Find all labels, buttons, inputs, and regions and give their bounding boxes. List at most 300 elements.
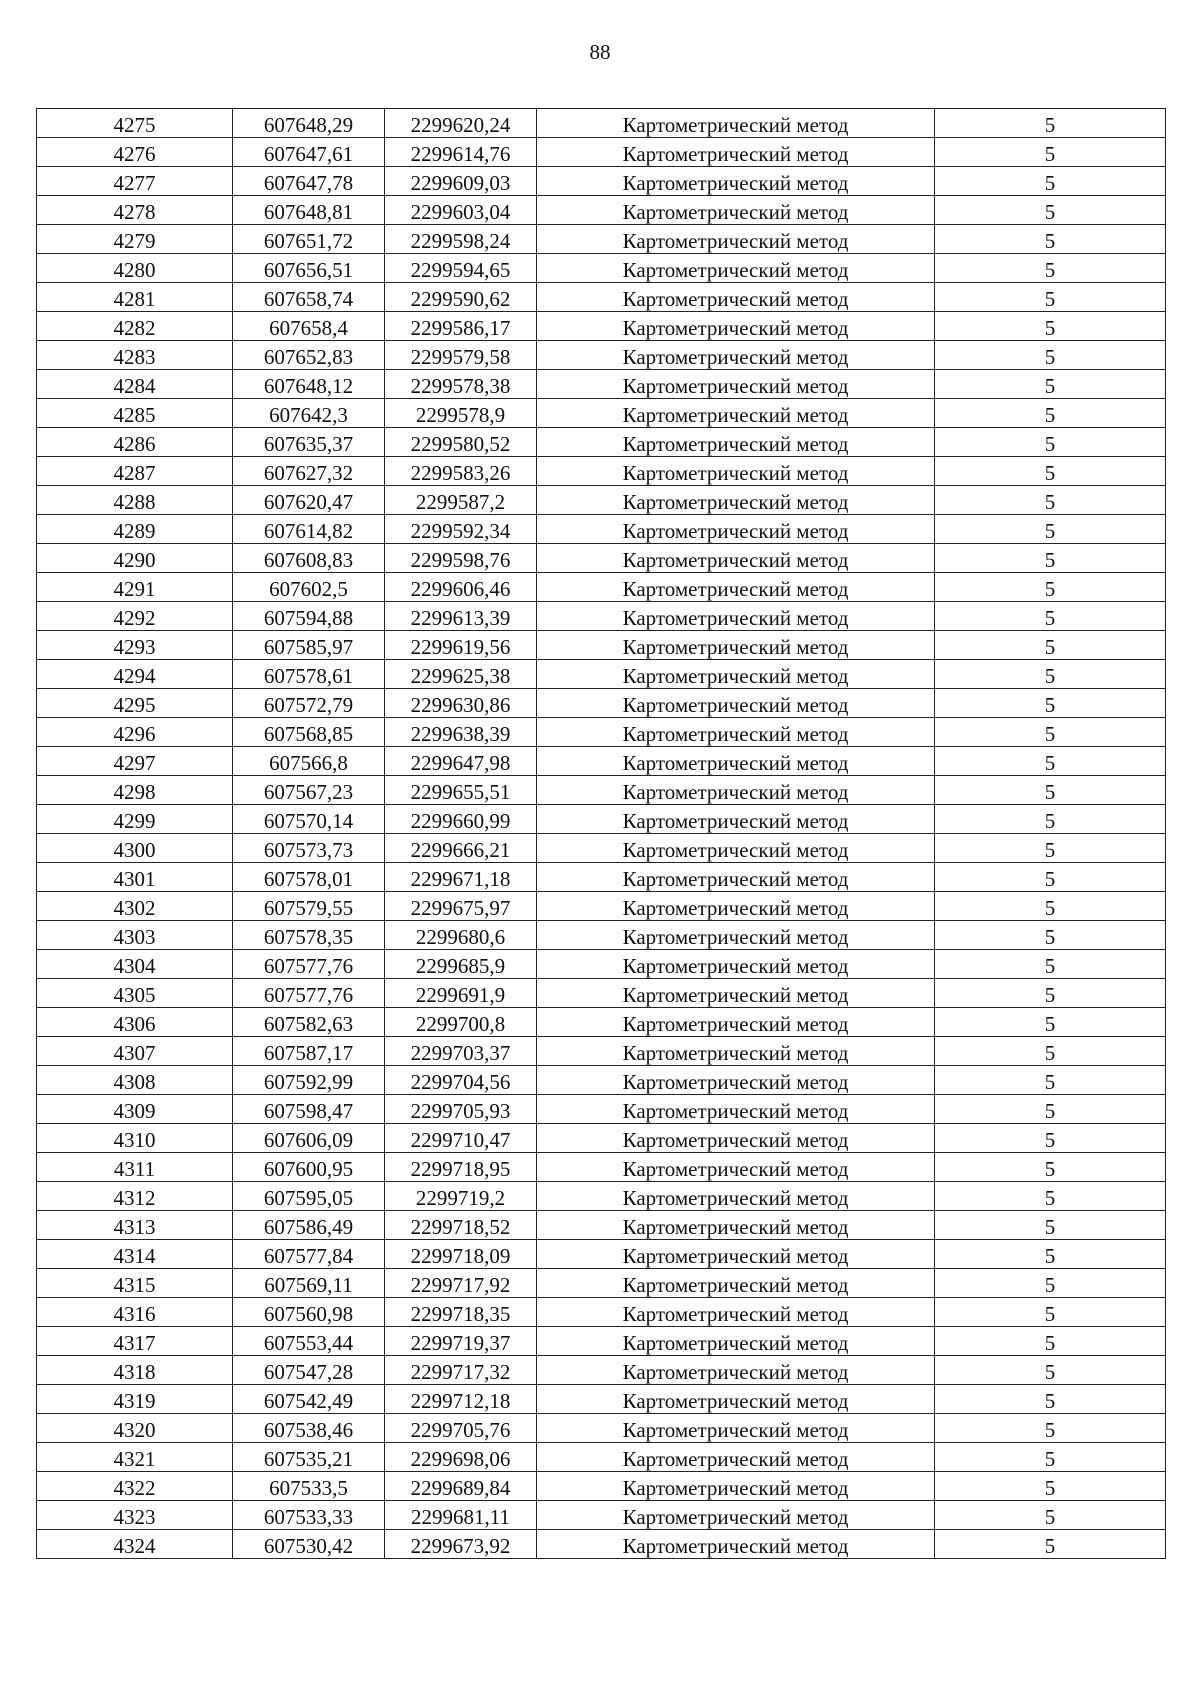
table-row (37, 1153, 1166, 1182)
y-coordinate-cell: 2299619,56 (385, 631, 537, 660)
method-cell: Картометрический метод (537, 689, 935, 718)
accuracy-cell: 5 (935, 892, 1166, 921)
table-row (37, 167, 1166, 196)
y-coordinate-cell: 2299613,39 (385, 602, 537, 631)
y-coordinate-cell: 2299718,52 (385, 1211, 537, 1240)
method-cell: Картометрический метод (537, 747, 935, 776)
y-coordinate-cell: 2299660,99 (385, 805, 537, 834)
point-number-cell: 4302 (37, 892, 233, 921)
point-number-cell: 4291 (37, 573, 233, 602)
table-row (37, 457, 1166, 486)
accuracy-cell: 5 (935, 1443, 1166, 1472)
y-coordinate-cell: 2299598,24 (385, 225, 537, 254)
accuracy-cell: 5 (935, 1530, 1166, 1559)
point-number-cell: 4322 (37, 1472, 233, 1501)
table-row (37, 341, 1166, 370)
y-coordinate-cell: 2299666,21 (385, 834, 537, 863)
method-cell: Картометрический метод (537, 312, 935, 341)
method-cell: Картометрический метод (537, 776, 935, 805)
method-cell: Картометрический метод (537, 1037, 935, 1066)
table-row (37, 1037, 1166, 1066)
point-number-cell: 4281 (37, 283, 233, 312)
y-coordinate-cell: 2299606,46 (385, 573, 537, 602)
table-row (37, 1008, 1166, 1037)
table-row (37, 254, 1166, 283)
x-coordinate-cell: 607577,76 (233, 979, 385, 1008)
y-coordinate-cell: 2299579,58 (385, 341, 537, 370)
point-number-cell: 4297 (37, 747, 233, 776)
point-number-cell: 4312 (37, 1182, 233, 1211)
x-coordinate-cell: 607614,82 (233, 515, 385, 544)
method-cell: Картометрический метод (537, 486, 935, 515)
table-row (37, 892, 1166, 921)
accuracy-cell: 5 (935, 544, 1166, 573)
coordinates-table-body (37, 109, 1166, 1559)
table-row (37, 573, 1166, 602)
accuracy-cell: 5 (935, 979, 1166, 1008)
point-number-cell: 4282 (37, 312, 233, 341)
method-cell: Картометрический метод (537, 1443, 935, 1472)
method-cell: Картометрический метод (537, 196, 935, 225)
x-coordinate-cell: 607592,99 (233, 1066, 385, 1095)
point-number-cell: 4304 (37, 950, 233, 979)
accuracy-cell: 5 (935, 167, 1166, 196)
x-coordinate-cell: 607578,01 (233, 863, 385, 892)
x-coordinate-cell: 607647,78 (233, 167, 385, 196)
accuracy-cell: 5 (935, 457, 1166, 486)
point-number-cell: 4289 (37, 515, 233, 544)
x-coordinate-cell: 607573,73 (233, 834, 385, 863)
table-row (37, 1211, 1166, 1240)
method-cell: Картометрический метод (537, 573, 935, 602)
table-row (37, 747, 1166, 776)
accuracy-cell: 5 (935, 1182, 1166, 1211)
point-number-cell: 4292 (37, 602, 233, 631)
method-cell: Картометрический метод (537, 1530, 935, 1559)
method-cell: Картометрический метод (537, 1211, 935, 1240)
y-coordinate-cell: 2299700,8 (385, 1008, 537, 1037)
point-number-cell: 4277 (37, 167, 233, 196)
x-coordinate-cell: 607586,49 (233, 1211, 385, 1240)
x-coordinate-cell: 607627,32 (233, 457, 385, 486)
accuracy-cell: 5 (935, 863, 1166, 892)
x-coordinate-cell: 607656,51 (233, 254, 385, 283)
x-coordinate-cell: 607533,33 (233, 1501, 385, 1530)
x-coordinate-cell: 607658,74 (233, 283, 385, 312)
y-coordinate-cell: 2299590,62 (385, 283, 537, 312)
y-coordinate-cell: 2299704,56 (385, 1066, 537, 1095)
table-row (37, 979, 1166, 1008)
table-row (37, 1124, 1166, 1153)
method-cell: Картометрический метод (537, 225, 935, 254)
accuracy-cell: 5 (935, 109, 1166, 138)
point-number-cell: 4290 (37, 544, 233, 573)
point-number-cell: 4284 (37, 370, 233, 399)
method-cell: Картометрический метод (537, 1385, 935, 1414)
accuracy-cell: 5 (935, 1356, 1166, 1385)
accuracy-cell: 5 (935, 515, 1166, 544)
point-number-cell: 4285 (37, 399, 233, 428)
x-coordinate-cell: 607648,81 (233, 196, 385, 225)
y-coordinate-cell: 2299578,9 (385, 399, 537, 428)
table-row (37, 225, 1166, 254)
table-row (37, 689, 1166, 718)
x-coordinate-cell: 607647,61 (233, 138, 385, 167)
accuracy-cell: 5 (935, 834, 1166, 863)
y-coordinate-cell: 2299689,84 (385, 1472, 537, 1501)
method-cell: Картометрический метод (537, 1095, 935, 1124)
table-row (37, 515, 1166, 544)
method-cell: Картометрический метод (537, 1240, 935, 1269)
method-cell: Картометрический метод (537, 1327, 935, 1356)
point-number-cell: 4300 (37, 834, 233, 863)
method-cell: Картометрический метод (537, 1414, 935, 1443)
accuracy-cell: 5 (935, 399, 1166, 428)
y-coordinate-cell: 2299685,9 (385, 950, 537, 979)
accuracy-cell: 5 (935, 1124, 1166, 1153)
method-cell: Картометрический метод (537, 515, 935, 544)
method-cell: Картометрический метод (537, 979, 935, 1008)
point-number-cell: 4309 (37, 1095, 233, 1124)
accuracy-cell: 5 (935, 1095, 1166, 1124)
coordinates-table (36, 108, 1166, 1559)
accuracy-cell: 5 (935, 196, 1166, 225)
page-number: 88 (589, 40, 611, 64)
x-coordinate-cell: 607568,85 (233, 718, 385, 747)
table-row (37, 283, 1166, 312)
x-coordinate-cell: 607598,47 (233, 1095, 385, 1124)
accuracy-cell: 5 (935, 1414, 1166, 1443)
y-coordinate-cell: 2299691,9 (385, 979, 537, 1008)
method-cell: Картометрический метод (537, 1182, 935, 1211)
table-row (37, 950, 1166, 979)
y-coordinate-cell: 2299719,37 (385, 1327, 537, 1356)
accuracy-cell: 5 (935, 486, 1166, 515)
y-coordinate-cell: 2299638,39 (385, 718, 537, 747)
method-cell: Картометрический метод (537, 602, 935, 631)
y-coordinate-cell: 2299594,65 (385, 254, 537, 283)
table-row (37, 718, 1166, 747)
accuracy-cell: 5 (935, 1008, 1166, 1037)
table-row (37, 660, 1166, 689)
y-coordinate-cell: 2299712,18 (385, 1385, 537, 1414)
point-number-cell: 4311 (37, 1153, 233, 1182)
table-row (37, 1182, 1166, 1211)
point-number-cell: 4283 (37, 341, 233, 370)
method-cell: Картометрический метод (537, 892, 935, 921)
x-coordinate-cell: 607567,23 (233, 776, 385, 805)
point-number-cell: 4294 (37, 660, 233, 689)
accuracy-cell: 5 (935, 1066, 1166, 1095)
method-cell: Картометрический метод (537, 718, 935, 747)
y-coordinate-cell: 2299718,35 (385, 1298, 537, 1327)
y-coordinate-cell: 2299719,2 (385, 1182, 537, 1211)
table-row (37, 399, 1166, 428)
y-coordinate-cell: 2299680,6 (385, 921, 537, 950)
table-row (37, 1066, 1166, 1095)
table-row (37, 631, 1166, 660)
method-cell: Картометрический метод (537, 1153, 935, 1182)
method-cell: Картометрический метод (537, 254, 935, 283)
method-cell: Картометрический метод (537, 950, 935, 979)
table-row (37, 428, 1166, 457)
point-number-cell: 4295 (37, 689, 233, 718)
method-cell: Картометрический метод (537, 167, 935, 196)
x-coordinate-cell: 607577,84 (233, 1240, 385, 1269)
method-cell: Картометрический метод (537, 341, 935, 370)
x-coordinate-cell: 607620,47 (233, 486, 385, 515)
table-row (37, 1298, 1166, 1327)
accuracy-cell: 5 (935, 370, 1166, 399)
x-coordinate-cell: 607542,49 (233, 1385, 385, 1414)
table-row (37, 1472, 1166, 1501)
x-coordinate-cell: 607578,61 (233, 660, 385, 689)
x-coordinate-cell: 607570,14 (233, 805, 385, 834)
method-cell: Картометрический метод (537, 1298, 935, 1327)
table-row (37, 805, 1166, 834)
accuracy-cell: 5 (935, 1327, 1166, 1356)
table-row (37, 1501, 1166, 1530)
x-coordinate-cell: 607578,35 (233, 921, 385, 950)
accuracy-cell: 5 (935, 225, 1166, 254)
accuracy-cell: 5 (935, 138, 1166, 167)
y-coordinate-cell: 2299609,03 (385, 167, 537, 196)
point-number-cell: 4288 (37, 486, 233, 515)
x-coordinate-cell: 607642,3 (233, 399, 385, 428)
table-row (37, 138, 1166, 167)
accuracy-cell: 5 (935, 747, 1166, 776)
point-number-cell: 4299 (37, 805, 233, 834)
y-coordinate-cell: 2299620,24 (385, 109, 537, 138)
x-coordinate-cell: 607652,83 (233, 341, 385, 370)
point-number-cell: 4287 (37, 457, 233, 486)
accuracy-cell: 5 (935, 950, 1166, 979)
point-number-cell: 4279 (37, 225, 233, 254)
y-coordinate-cell: 2299655,51 (385, 776, 537, 805)
method-cell: Картометрический метод (537, 1008, 935, 1037)
x-coordinate-cell: 607560,98 (233, 1298, 385, 1327)
y-coordinate-cell: 2299578,38 (385, 370, 537, 399)
y-coordinate-cell: 2299630,86 (385, 689, 537, 718)
x-coordinate-cell: 607569,11 (233, 1269, 385, 1298)
x-coordinate-cell: 607658,4 (233, 312, 385, 341)
y-coordinate-cell: 2299718,95 (385, 1153, 537, 1182)
method-cell: Картометрический метод (537, 457, 935, 486)
accuracy-cell: 5 (935, 428, 1166, 457)
y-coordinate-cell: 2299675,97 (385, 892, 537, 921)
table-row (37, 1240, 1166, 1269)
method-cell: Картометрический метод (537, 805, 935, 834)
y-coordinate-cell: 2299717,32 (385, 1356, 537, 1385)
table-row (37, 1327, 1166, 1356)
table-row (37, 776, 1166, 805)
x-coordinate-cell: 607606,09 (233, 1124, 385, 1153)
table-row (37, 1269, 1166, 1298)
point-number-cell: 4276 (37, 138, 233, 167)
y-coordinate-cell: 2299717,92 (385, 1269, 537, 1298)
point-number-cell: 4286 (37, 428, 233, 457)
y-coordinate-cell: 2299583,26 (385, 457, 537, 486)
x-coordinate-cell: 607595,05 (233, 1182, 385, 1211)
point-number-cell: 4320 (37, 1414, 233, 1443)
point-number-cell: 4315 (37, 1269, 233, 1298)
point-number-cell: 4314 (37, 1240, 233, 1269)
method-cell: Картометрический метод (537, 1066, 935, 1095)
accuracy-cell: 5 (935, 283, 1166, 312)
accuracy-cell: 5 (935, 254, 1166, 283)
y-coordinate-cell: 2299705,93 (385, 1095, 537, 1124)
y-coordinate-cell: 2299710,47 (385, 1124, 537, 1153)
y-coordinate-cell: 2299698,06 (385, 1443, 537, 1472)
point-number-cell: 4310 (37, 1124, 233, 1153)
y-coordinate-cell: 2299671,18 (385, 863, 537, 892)
table-row (37, 1385, 1166, 1414)
method-cell: Картометрический метод (537, 544, 935, 573)
point-number-cell: 4307 (37, 1037, 233, 1066)
table-row (37, 602, 1166, 631)
method-cell: Картометрический метод (537, 1124, 935, 1153)
x-coordinate-cell: 607547,28 (233, 1356, 385, 1385)
accuracy-cell: 5 (935, 660, 1166, 689)
accuracy-cell: 5 (935, 718, 1166, 747)
accuracy-cell: 5 (935, 1472, 1166, 1501)
y-coordinate-cell: 2299647,98 (385, 747, 537, 776)
point-number-cell: 4317 (37, 1327, 233, 1356)
table-row (37, 1356, 1166, 1385)
x-coordinate-cell: 607648,29 (233, 109, 385, 138)
method-cell: Картометрический метод (537, 370, 935, 399)
method-cell: Картометрический метод (537, 660, 935, 689)
accuracy-cell: 5 (935, 1153, 1166, 1182)
y-coordinate-cell: 2299705,76 (385, 1414, 537, 1443)
method-cell: Картометрический метод (537, 834, 935, 863)
y-coordinate-cell: 2299603,04 (385, 196, 537, 225)
y-coordinate-cell: 2299625,38 (385, 660, 537, 689)
y-coordinate-cell: 2299592,34 (385, 515, 537, 544)
x-coordinate-cell: 607553,44 (233, 1327, 385, 1356)
point-number-cell: 4303 (37, 921, 233, 950)
accuracy-cell: 5 (935, 1501, 1166, 1530)
method-cell: Картометрический метод (537, 428, 935, 457)
table-row (37, 1443, 1166, 1472)
point-number-cell: 4321 (37, 1443, 233, 1472)
table-row (37, 196, 1166, 225)
x-coordinate-cell: 607600,95 (233, 1153, 385, 1182)
accuracy-cell: 5 (935, 312, 1166, 341)
accuracy-cell: 5 (935, 602, 1166, 631)
x-coordinate-cell: 607608,83 (233, 544, 385, 573)
y-coordinate-cell: 2299580,52 (385, 428, 537, 457)
point-number-cell: 4280 (37, 254, 233, 283)
table-row (37, 1530, 1166, 1559)
accuracy-cell: 5 (935, 689, 1166, 718)
table-row (37, 312, 1166, 341)
table-row (37, 1414, 1166, 1443)
x-coordinate-cell: 607594,88 (233, 602, 385, 631)
accuracy-cell: 5 (935, 631, 1166, 660)
y-coordinate-cell: 2299718,09 (385, 1240, 537, 1269)
point-number-cell: 4298 (37, 776, 233, 805)
point-number-cell: 4308 (37, 1066, 233, 1095)
x-coordinate-cell: 607585,97 (233, 631, 385, 660)
y-coordinate-cell: 2299587,2 (385, 486, 537, 515)
table-row (37, 109, 1166, 138)
point-number-cell: 4324 (37, 1530, 233, 1559)
accuracy-cell: 5 (935, 1037, 1166, 1066)
y-coordinate-cell: 2299586,17 (385, 312, 537, 341)
point-number-cell: 4318 (37, 1356, 233, 1385)
accuracy-cell: 5 (935, 805, 1166, 834)
table-row (37, 486, 1166, 515)
point-number-cell: 4301 (37, 863, 233, 892)
accuracy-cell: 5 (935, 341, 1166, 370)
accuracy-cell: 5 (935, 1240, 1166, 1269)
y-coordinate-cell: 2299614,76 (385, 138, 537, 167)
accuracy-cell: 5 (935, 1211, 1166, 1240)
point-number-cell: 4316 (37, 1298, 233, 1327)
y-coordinate-cell: 2299703,37 (385, 1037, 537, 1066)
x-coordinate-cell: 607530,42 (233, 1530, 385, 1559)
point-number-cell: 4319 (37, 1385, 233, 1414)
method-cell: Картометрический метод (537, 1356, 935, 1385)
y-coordinate-cell: 2299673,92 (385, 1530, 537, 1559)
x-coordinate-cell: 607535,21 (233, 1443, 385, 1472)
method-cell: Картометрический метод (537, 109, 935, 138)
method-cell: Картометрический метод (537, 1501, 935, 1530)
point-number-cell: 4306 (37, 1008, 233, 1037)
method-cell: Картометрический метод (537, 283, 935, 312)
point-number-cell: 4278 (37, 196, 233, 225)
y-coordinate-cell: 2299681,11 (385, 1501, 537, 1530)
method-cell: Картометрический метод (537, 399, 935, 428)
table-row (37, 834, 1166, 863)
x-coordinate-cell: 607648,12 (233, 370, 385, 399)
method-cell: Картометрический метод (537, 138, 935, 167)
x-coordinate-cell: 607582,63 (233, 1008, 385, 1037)
y-coordinate-cell: 2299598,76 (385, 544, 537, 573)
accuracy-cell: 5 (935, 1269, 1166, 1298)
x-coordinate-cell: 607577,76 (233, 950, 385, 979)
point-number-cell: 4313 (37, 1211, 233, 1240)
table-row (37, 863, 1166, 892)
method-cell: Картометрический метод (537, 921, 935, 950)
accuracy-cell: 5 (935, 1385, 1166, 1414)
x-coordinate-cell: 607579,55 (233, 892, 385, 921)
x-coordinate-cell: 607635,37 (233, 428, 385, 457)
accuracy-cell: 5 (935, 573, 1166, 602)
x-coordinate-cell: 607572,79 (233, 689, 385, 718)
point-number-cell: 4275 (37, 109, 233, 138)
point-number-cell: 4293 (37, 631, 233, 660)
accuracy-cell: 5 (935, 776, 1166, 805)
x-coordinate-cell: 607566,8 (233, 747, 385, 776)
x-coordinate-cell: 607533,5 (233, 1472, 385, 1501)
point-number-cell: 4323 (37, 1501, 233, 1530)
accuracy-cell: 5 (935, 921, 1166, 950)
point-number-cell: 4305 (37, 979, 233, 1008)
table-row (37, 1095, 1166, 1124)
accuracy-cell: 5 (935, 1298, 1166, 1327)
x-coordinate-cell: 607538,46 (233, 1414, 385, 1443)
x-coordinate-cell: 607651,72 (233, 225, 385, 254)
table-row (37, 921, 1166, 950)
method-cell: Картометрический метод (537, 863, 935, 892)
table-row (37, 544, 1166, 573)
x-coordinate-cell: 607587,17 (233, 1037, 385, 1066)
x-coordinate-cell: 607602,5 (233, 573, 385, 602)
method-cell: Картометрический метод (537, 631, 935, 660)
method-cell: Картометрический метод (537, 1269, 935, 1298)
